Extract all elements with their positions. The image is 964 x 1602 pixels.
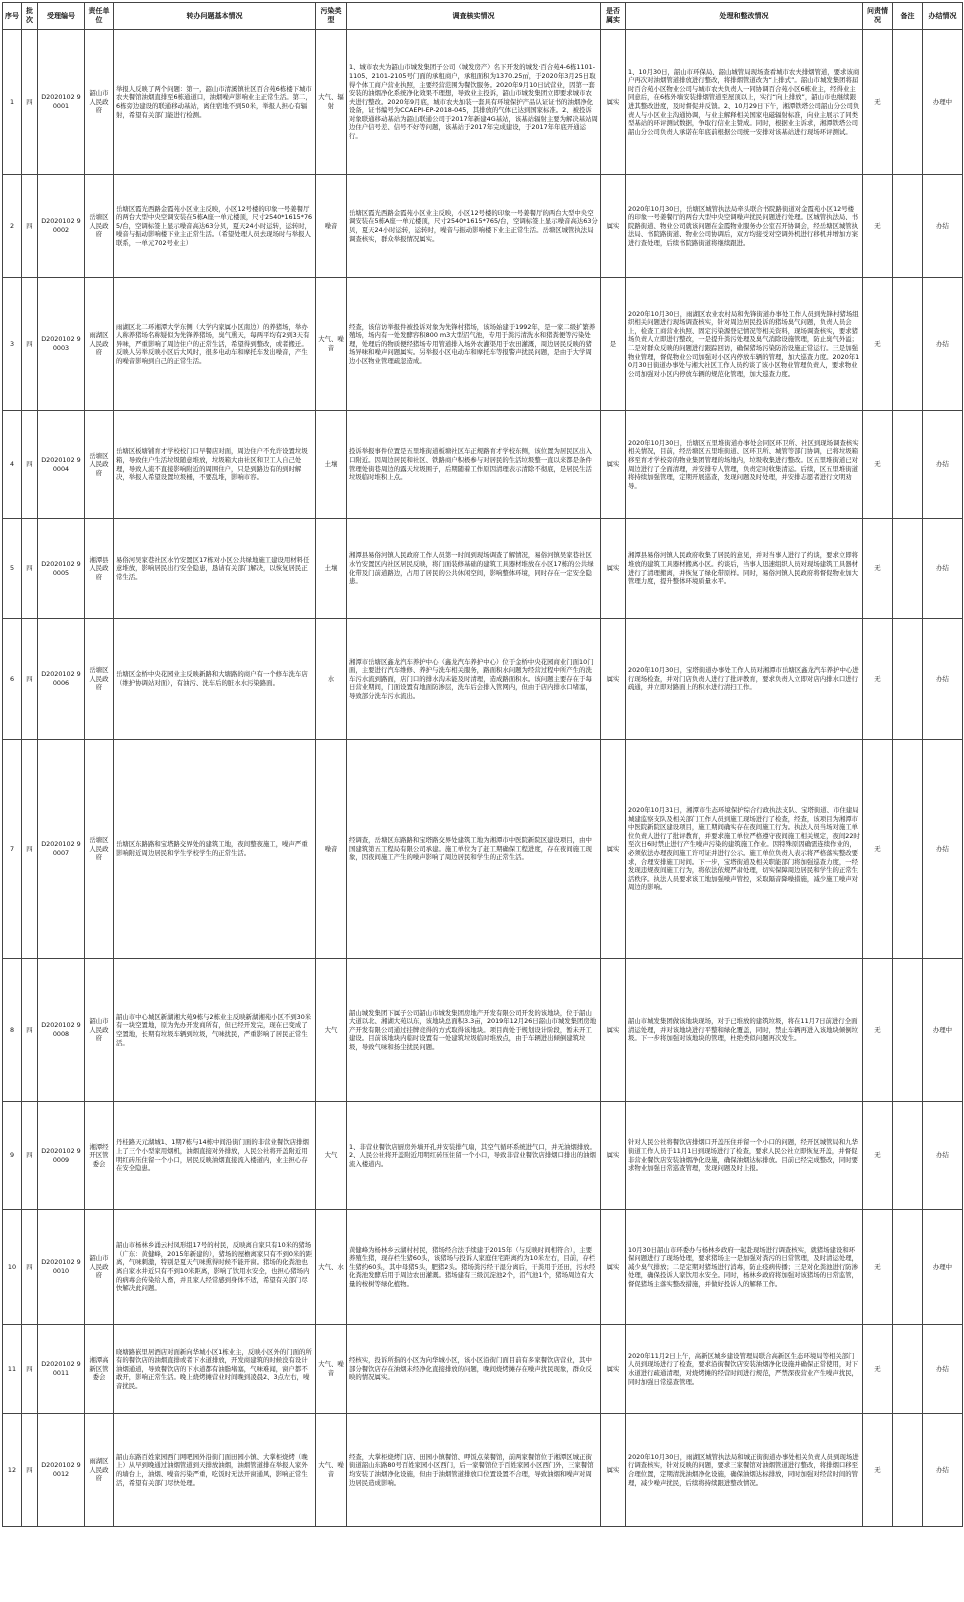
row-problem-text: 晓塘路嵌里居酒店对面新向华城小区1栋业主，反映小区外的门面的所有的餐饮店的油烟直排或者下水道排放，开发商建筑的时候没有设计油烟通道，导致餐饮店的下水道都有油脂堵塞，气味难闻，窗户都不敢开，影响正常生活。晚上烧烤摊营业时间晚到凌晨2、3点左右，噪音扰民。 <box>116 1347 312 1390</box>
row-problem-text: 岳塘区霞光西路金霞苑小区业主反映，小区12号楼的印象一号姜餐厅的两台大型中央空调安装在5栋A座一单元楼顶，尺寸2540*1615*765/台，空调标签上显示噪音高达63分贝，夏天24小时运转，运转时，噪音与振动影响楼下业主正常生活。（希望处理人员去现场时与举报人联系，一单元702号业主） <box>116 204 313 247</box>
row-type: 水 <box>316 619 347 740</box>
row-verified: 属实 <box>601 619 626 740</box>
row-verified: 属实 <box>601 740 626 959</box>
row-verified: 属实 <box>601 959 626 1102</box>
row-investigation-text: 黄健峰为杨林乡云湖村村民，猪场经合法手续建于2015年（与反映时间相符合），主要养殖生猪，现存栏生猪60头，该猪场与投诉人家庭住宅距离约为10米左右，目前，存栏生猪约60头，其中母猪5头，肥猪2头。猪场粪污经干湿分离后，干粪用于还田，污水经化粪池发酵后用于周边农田灌溉。猪场建有三级沉淀池2个，沼气池1个，猪场周边有大量的桉树等绿化植物。 <box>349 1245 596 1288</box>
row-problem <box>114 519 316 619</box>
row-handling <box>626 959 863 1102</box>
row-investigation-text: 经查，大掌柜烧烤门店、田园小镇餐馆、呷饭点菜餐馆，前两家餐馆位于湘潭区城正街街道韶山东路80号百姓家园小区西门，后一家餐馆位于百姓家园小区西门外，三家餐馆均安装了油烟净化设施，但由于油烟管道排放口位置设置不合理，导致油烟和噪声对周边居民造成影响。 <box>349 1452 594 1487</box>
row-investigation-text: 经核实，投诉所指的小区为向华城小区，该小区沿街门面目前有多家餐饮店营业，其中部分餐饮店存在油烟未经净化直接排放的问题，晚间烧烤摊存在噪声扰民现象，群众反映的情况属实。 <box>349 1356 592 1382</box>
row-type: 噪音 <box>316 740 347 959</box>
row-problem <box>114 1210 316 1325</box>
row-problem-text: 韶山东路百姓家园西门网吧园外沿街门面田园小镇、大掌柜烧烤（晚上）从早到晚通过油烟管道到天排放油烟，油烟管道排在举报人家外的墙台上，油烟、噪音污染严重，吃饭时无法开窗通风，影响正常生活，希望有关部门尽快处理。 <box>116 1452 308 1487</box>
row-handling-text: 韶山市城发集团做该地块现场，对于已堆放的建筑垃圾，将在11月7日前进行全面清运处理，并对该地块进行平整和绿化覆盖，同时，禁止车辆再进入该地块倾倒垃圾。下一步将加强对该地块的管理，杜绝类似问题再次发生。 <box>628 1017 859 1043</box>
row-accountability: 无 <box>863 1210 893 1325</box>
table-row <box>3 519 963 619</box>
row-handling-text: 1、10月30日，韶山市环保局、韶山城管局现场查看城市农夫排烟管道，要求该商户再次对油烟管道排放进行整改，将排烟管道改为“上排式”。韶山市城发集团将届时百合苑小区物业公司与城市农夫负责人一同协调百合苑小区6栋业主，经得业主同意后，在6栋外墙安装排烟管道至屋顶以上，实行“向上排放”，韶山市也继续跟进其整改进度，及时督促并反馈。2、10月29日下午，湘潭铁塔公司韶山分公司负责人与小区业主沟通协调，与业主解释相关国家电磁辐射标准，向业主展示了同类型基站的环评测试数据，争取行信业主赞成。同时，根据业主诉求，湘潭铁塔公司韶山分公司负责人承诺在年底前根据公司统一安排对该基站进行现场环评测试。 <box>628 67 860 136</box>
row-code: D2020102 90011 <box>38 1325 85 1414</box>
table-row <box>3 1102 963 1210</box>
row-problem-text: 岳塘区板塘铺育才学校校门口早餐店对面，周边住户不允许设置垃圾箱，导致住户生活垃圾随意堆放，垃圾箱大由社区和卫工人自己处理，导致人流不直接影响附近的周围住户，只是到路边有的到时解决，举报人希望设置垃圾桶，不要乱堆，影响市容。 <box>116 447 308 482</box>
row-handling <box>626 30 863 175</box>
row-investigation-text: 1、非营业餐饮店厨房外墙开孔并安装排气扇，其空气循环系统进气口，并无油烟排放。2、人民公社将开盖附近用明红砖压住留一个小口，导致非营业餐饮店排烟口排出的油烟流入楼道内。 <box>349 1142 596 1168</box>
row-unit: 岳塘区人民政府 <box>85 411 114 519</box>
row-batch: 四 <box>22 175 38 278</box>
row-code: D2020102 90001 <box>38 30 85 175</box>
column-header: 是否属实 <box>601 3 626 30</box>
row-verified: 属实 <box>601 30 626 175</box>
row-unit: 韶山市人民政府 <box>85 1210 114 1325</box>
row-status: 办结 <box>923 519 963 619</box>
row-code: D2020102 90003 <box>38 278 85 411</box>
row-handling <box>626 175 863 278</box>
row-verified: 属实 <box>601 411 626 519</box>
row-status: 办结 <box>923 619 963 740</box>
row-type: 噪音 <box>316 175 347 278</box>
row-handling-text: 2020年10月30日，岳塘区五里堆街道办事处会同区环卫所、社区到现场调查核实相关情况，目前，经岳塘区五里堆街道、区环卫所、城管等部门协调，已将垃圾箱移至育才学校旁的物业集团管理的场地内，垃圾收集进行整改。区五里堆街道已对周边进行了全面清理，并安排专人管理，负责定时收集清运。后续，区五里堆街道将持续加强管理，定期开展巡查，发现问题及时处理，并安排志愿者进行文明劝导。 <box>628 438 859 490</box>
row-seq: 7 <box>3 740 22 959</box>
row-accountability: 无 <box>863 959 893 1102</box>
row-problem-text: 丹桂路天元湖城1、1期7栋与14栋中间沿街门面的非营业餐饮店排烟上了三个小型家用烟机，油烟直接对外排放，人民公社将开盖附近用明红砖压住留一个小口，居民反映油烟直接流入楼道内，业主担心存在安全隐患。 <box>116 1138 309 1173</box>
row-code: D2020102 90010 <box>38 1210 85 1325</box>
table-row <box>3 740 963 959</box>
row-handling <box>626 1102 863 1210</box>
row-seq: 6 <box>3 619 22 740</box>
row-batch: 四 <box>22 278 38 411</box>
row-problem <box>114 740 316 959</box>
row-accountability: 无 <box>863 619 893 740</box>
row-verified: 属实 <box>601 519 626 619</box>
row-status: 办理中 <box>923 959 963 1102</box>
row-investigation <box>347 1414 601 1527</box>
row-accountability: 无 <box>863 1325 893 1414</box>
row-investigation <box>347 959 601 1102</box>
column-header: 序号 <box>3 3 22 30</box>
row-accountability: 无 <box>863 30 893 175</box>
row-handling-text: 2020年10月30日，雨湖区农业农村局和先锋街道办事处工作人员到先锋村猪场组织相关问题进行现场调查核实，针对周边居民投诉的猪场臭气问题，负责人员会上，检查工商营业执照、固定污染源登记情况等相关资料，现场调查核实，要求猪场负责人立即进行整改，一是提升粪污处理及臭气消除设施管理，防止臭气外溢；二是对群众反映的问题进行跟踪回访，确保猪场污染防治设施正常运行。三是加强物业管理，督促物业公司加强对小区内停放车辆的管理，加大巡查力度。2020年10月30日街道办事处与湘大社区工作人员约谈了该小区物业管理负责人，要求物业公司加强对小区内停放车辆的规范化管理，加大巡查力度。 <box>628 309 860 378</box>
row-handling <box>626 1210 863 1325</box>
row-type: 大气、噪音 <box>316 1325 347 1414</box>
row-investigation <box>347 411 601 519</box>
row-accountability: 无 <box>863 519 893 619</box>
row-accountability: 无 <box>863 740 893 959</box>
table-row <box>3 1210 963 1325</box>
row-seq: 9 <box>3 1102 22 1210</box>
row-problem <box>114 1102 316 1210</box>
row-unit: 韶山市人民政府 <box>85 30 114 175</box>
row-problem-text: 岳塘区金桥中央花园业主反映新路和大塘路的商户有一个修车洗车店（维护协调站对面），有油污、洗车后的脏水水污染路面。 <box>116 670 308 687</box>
row-batch: 四 <box>22 1102 38 1210</box>
column-header: 备注 <box>893 3 923 30</box>
row-status: 办结 <box>923 175 963 278</box>
row-accountability: 无 <box>863 175 893 278</box>
column-header: 办结情况 <box>923 3 963 30</box>
column-header: 调查核实情况 <box>347 3 601 30</box>
row-remark <box>893 1325 923 1414</box>
table-row <box>3 175 963 278</box>
row-unit: 湘潭高新区管委会 <box>85 1325 114 1414</box>
row-status: 办结 <box>923 1102 963 1210</box>
row-remark <box>893 1210 923 1325</box>
row-handling <box>626 278 863 411</box>
row-code: D2020102 90005 <box>38 519 85 619</box>
row-problem <box>114 619 316 740</box>
row-status: 办结 <box>923 1414 963 1527</box>
row-verified: 属实 <box>601 1102 626 1210</box>
row-unit: 岳塘区人民政府 <box>85 619 114 740</box>
row-seq: 2 <box>3 175 22 278</box>
row-code: D2020102 90012 <box>38 1414 85 1527</box>
row-remark <box>893 1414 923 1527</box>
row-handling <box>626 619 863 740</box>
row-investigation <box>347 278 601 411</box>
row-problem <box>114 278 316 411</box>
table-row <box>3 411 963 519</box>
row-handling-text: 针对人民公社将餐饮店排烟口开盖压住并留一个小口的问题，经开区城管局和九华街道工作人员于11月1日到现场进行了检查，要求人民公社立即恢复开盖，并督促非营业餐饮店安装油烟净化设施，确保油烟达标排放。目前已经完成整改，同时要求物业加强日常巡查管理，发现问题及时上报。 <box>628 1138 859 1173</box>
row-type: 土壤 <box>316 411 347 519</box>
table-row <box>3 30 963 175</box>
table-row <box>3 1414 963 1527</box>
row-investigation <box>347 1102 601 1210</box>
row-batch: 四 <box>22 619 38 740</box>
row-type: 大气、噪音 <box>316 278 347 411</box>
row-status: 办结 <box>923 740 963 959</box>
column-header: 受理编号 <box>38 3 85 30</box>
row-problem <box>114 959 316 1102</box>
column-header: 处理和整改情况 <box>626 3 863 30</box>
row-remark <box>893 1102 923 1210</box>
row-handling-text: 2020年10月30日，雨湖区城管执法局和城正街街道办事处相关负责人员到现场进行调查核实，针对反映的问题，要求三家餐馆对油烟管道进行整改，将排烟口移至合理位置，定期清洗油烟净化设施，确保油烟达标排放，同时加强对经营时间的管理，减少噪声扰民，后续将持续跟进整改情况。 <box>628 1452 859 1487</box>
row-problem <box>114 1414 316 1527</box>
row-investigation <box>347 740 601 959</box>
row-accountability: 无 <box>863 411 893 519</box>
row-remark <box>893 740 923 959</box>
row-problem-text: 举报人反映了两个问题：第一，韶山市清溪镇社区百合苑6栋楼下城市农夫餐馆油烟直排至6栋通道口，油烟噪声影响业主正常生活。第二，6栋旁边建设的联通移动基站，离住宿地不到50米，举报人担心有辐射，希望有关部门能进行检测。 <box>116 84 312 119</box>
row-handling <box>626 1414 863 1527</box>
row-batch: 四 <box>22 519 38 619</box>
row-investigation <box>347 1210 601 1325</box>
row-investigation-text: 经调查，岳塘区东路路和宝塔路交界处建筑工地为湘潭市中医院新院区建设项目，由中国建筑第五工程局有限公司承建。施工单位为了赶工期确保工程进度，存在夜间施工现象，因夜间施工产生的噪声影响了周边居民和学生的正常生活。 <box>349 836 592 862</box>
row-remark <box>893 411 923 519</box>
row-investigation-text: 岳塘区霞光西路金霞苑小区业主反映，小区12号楼的印象一号姜餐厅的两台大型中央空调安装在5栋A座一单元楼顶，尺寸2540*1615*765/台，空调标签上显示噪音高达63分贝，夏天24小时运转，运转时，噪音与振动影响楼下业主正常生活。岳塘区城管执法局调查核实，群众举报情况属实。 <box>349 208 598 243</box>
row-verified: 属实 <box>601 1210 626 1325</box>
row-code: D2020102 90002 <box>38 175 85 278</box>
row-handling-text: 2020年10月30日，宝塔街道办事处工作人员对湘潭市岳塘区鑫龙汽车养护中心进行现场检查，并对门店负责人进行了批评教育，要求负责人立即对店内排水口进行疏通，并立即对路面上的积水进行清扫工作。 <box>628 666 859 692</box>
row-unit: 湘潭县人民政府 <box>85 519 114 619</box>
row-verified: 是 <box>601 278 626 411</box>
row-problem <box>114 411 316 519</box>
column-header: 转办问题基本情况 <box>114 3 316 30</box>
row-type: 大气 <box>316 959 347 1102</box>
table-body <box>3 30 963 1527</box>
row-seq: 10 <box>3 1210 22 1325</box>
row-remark <box>893 519 923 619</box>
row-unit: 湘潭经开区管委会 <box>85 1102 114 1210</box>
row-problem-text: 易俗河吴家巷社区水竹安置区17栋对小区公共绿地施工建设用材料任意堆放，影响居民出行安全隐患，恳请有关部门解决，以恢复居民正常生活。 <box>116 555 310 581</box>
row-problem <box>114 175 316 278</box>
row-status: 办结 <box>923 411 963 519</box>
row-seq: 3 <box>3 278 22 411</box>
row-code: D2020102 90009 <box>38 1102 85 1210</box>
row-problem-text: 岳塘区东路路和宝塔路交界处的建筑工地，夜间整夜施工，噪声严重影响附近周边居民和学生学校学生的正常生活。 <box>116 840 308 857</box>
row-handling <box>626 411 863 519</box>
table-row <box>3 619 963 740</box>
row-code: D2020102 90008 <box>38 959 85 1102</box>
row-unit: 岳塘区人民政府 <box>85 175 114 278</box>
row-investigation <box>347 519 601 619</box>
column-header: 批次 <box>22 3 38 30</box>
complaint-table <box>2 2 963 1527</box>
row-problem <box>114 1325 316 1414</box>
row-type: 大气、水 <box>316 1210 347 1325</box>
row-status: 办结 <box>923 278 963 411</box>
row-investigation-text: 湘潭县易俗河镇人民政府工作人员第一时间到现场调查了解情况，易俗河镇吴家巷社区水竹安置区内社区居民反映，将门面装修基础的建筑工具器材堆放在小区17栋的公共绿化带及门前道路边，占用了居民的公共休闲空间，影响整体环境，同时存在一定安全隐患。 <box>349 551 594 586</box>
row-type: 大气 <box>316 1102 347 1210</box>
row-investigation-text: 经查，该信访举报件被投诉对象为先锋村猪场，该场始建于1992年，是一家二级扩繁养殖场，场内有一处发酵容积800 m3大型沼气池，专用于粪污清洗水和猪粪便等污染处理，处理后的物质便经猪场专用管道排入场外农灌渠用于农田灌溉，周边居民反映的猪场异味和噪声问题属实。另举报小区电动车和摩托车等报警声扰民问题，是由于大学周边小区物业管理疏忽造成。 <box>349 322 596 365</box>
row-remark <box>893 278 923 411</box>
row-investigation <box>347 1325 601 1414</box>
row-verified: 属实 <box>601 175 626 278</box>
row-accountability: 无 <box>863 1414 893 1527</box>
column-header: 责任单位 <box>85 3 114 30</box>
row-batch: 四 <box>22 30 38 175</box>
row-problem-text: 韶山市中心城区新湖湘大苑9栋与2栋业主反映新湖湘苑小区不到30米有一块空置地，原为先办开发商所有，但已经开发完，现在已变成了空置地，长期有垃圾车辆到垃圾，气味扰民，严重影响了居民正常生活。 <box>116 1012 312 1047</box>
table-header-row <box>3 3 963 30</box>
row-type: 土壤 <box>316 519 347 619</box>
row-batch: 四 <box>22 959 38 1102</box>
row-seq: 11 <box>3 1325 22 1414</box>
row-unit: 岳塘区人民政府 <box>85 740 114 959</box>
row-remark <box>893 959 923 1102</box>
row-handling-text: 2020年11月2日上午，高新区城乡建设管理局联合高新区生态环境局等相关部门人员到现场进行了检查，要求沿街餐饮店安装油烟净化设施并确保正常使用，对下水道进行疏通清理，对烧烤摊的经营时间进行规范，严禁深夜营业产生噪声扰民，同时加强日常巡查管理。 <box>628 1351 859 1386</box>
row-seq: 4 <box>3 411 22 519</box>
row-seq: 12 <box>3 1414 22 1527</box>
row-unit: 雨湖区人民政府 <box>85 1414 114 1527</box>
column-header: 问责情况 <box>863 3 893 30</box>
row-verified: 属实 <box>601 1414 626 1527</box>
row-accountability: 无 <box>863 278 893 411</box>
row-handling-text: 2020年10月31日，湘潭市生态环境保护综合行政执法支队、宝塔街道、市住建局城建监察支队及相关部门工作人员到施工现场进行了检查，经查，该项目为湘潭市中医院新院区建设项目，施工期间确实存在夜间施工行为。执法人员当场对施工单位负责人进行了批评教育，并要求施工单位严格遵守夜间施工相关规定，夜间22时至次日6时禁止进行产生噪声污染的建筑施工作业。因特殊原因确需连续作业的，必须依法办理夜间施工许可证并进行公示。施工单位负责人表示将严格落实整改要求，合理安排施工时间。下一步，宝塔街道及相关职能部门将加强巡查力度，一经发现违规夜间施工行为，将依法依规严肃处理，切实保障周边居民和学生的正常生活秩序。执法人员要求该工地加强噪声管控，采取隔音降噪措施，减少施工噪声对周边的影响。 <box>628 806 860 892</box>
row-type: 大气、辐射 <box>316 30 347 175</box>
row-batch: 四 <box>22 740 38 959</box>
row-batch: 四 <box>22 1325 38 1414</box>
row-code: D2020102 90007 <box>38 740 85 959</box>
table-row <box>3 1325 963 1414</box>
row-code: D2020102 90004 <box>38 411 85 519</box>
row-problem-text: 韶山市杨林乡涌云村凤形组17号的村民，反映离自家只有10米的猪场（广东：黄健峰，2015年新建的），猪场的屋檐离家只有不到0米的距离，气味刺激，特别是夏天气味熏得时候不能开窗。猪场的化粪池也离自家水井近只有不到10米距离，影响了饮用水安全，也担心猪场内的病毒会传染给人畜，并且家人经常感到身体不适，希望有关部门尽快解决此问题。 <box>116 1241 313 1293</box>
row-remark <box>893 175 923 278</box>
row-handling <box>626 1325 863 1414</box>
column-header: 污染类型 <box>316 3 347 30</box>
row-handling <box>626 519 863 619</box>
row-batch: 四 <box>22 1414 38 1527</box>
row-investigation-text: 韶山城发集团下属子公司韶山市城发集团房地产开发有限公司开发的该地块，位于韶山大道以北、湘湖大苑以东，该地块总面积3.3亩，2019年12月26日韶山市城发集团房地产开发有限公司通过挂牌竞得的方式取得该地块。项目尚处于规划设计阶段，暂未开工建设。目前该地块内临时设置有一处建筑垃圾临时堆放点，由于车辆进出倾倒建筑垃圾，导致气味和扬尘扰民问题。 <box>349 1008 597 1051</box>
row-status: 办结 <box>923 1325 963 1414</box>
row-batch: 四 <box>22 1210 38 1325</box>
row-handling-text: 湘潭县易俗河镇人民政府收集了居民的意见，并对当事人进行了约谈，要求立即将堆放的建筑工具器材搬离小区。约谈后，当事人迅速组织人员对现场建筑工具器材进行了清理搬离，并恢复了绿化带原样。同时，易俗河镇人民政府将督促物业加大管理力度，提升整体环境质量水平。 <box>628 551 859 586</box>
row-status: 办理中 <box>923 1210 963 1325</box>
row-seq: 5 <box>3 519 22 619</box>
row-code: D2020102 90006 <box>38 619 85 740</box>
row-investigation <box>347 175 601 278</box>
row-type: 大气、噪音 <box>316 1414 347 1527</box>
row-seq: 8 <box>3 959 22 1102</box>
row-problem <box>114 30 316 175</box>
row-handling-text: 2020年10月30日，岳塘区城管执法局牵头联合书院路街道对金霞苑小区12号楼的印象一号姜餐厅的两台大型中央空调噪声扰民问题进行处理。区城管执法局、书院路街道、物业公司就该问题在金霞物业服务办公室召开协调会，经岳塘区城管执法局、书院路街道、物业公司协调后，双方均接受对空调外机进行移机并增加方案进行查处理，后续书院路街道将继续跟进。 <box>628 204 859 247</box>
table-row <box>3 959 963 1102</box>
row-verified: 属实 <box>601 1325 626 1414</box>
row-remark <box>893 619 923 740</box>
row-investigation-text: 1、城市农夫为韶山市城发集团子公司（城发房产）名下开发的城发·百合苑4-6栋1101-1105、2101-2105号门面的承租商户，承租面积为1370.25㎡，于2020年3月25日取得个体工商户营业执照，主要经营范围为餐饮服务。2020年9月10日试营业，因第一套安装的油烟净化系统净化效果不理想，导致业主投诉，韶山市城发集团立即要求城市农夫进行整改。2020年9月底，城市农夫加装一套具有环境保护产品认证证书的油烟净化设备，证书编号为CCAEPI-EP-2018-045，其排放的气体已达到国家标准。2、被投诉对象联通移动基站为韶山联通公司于2017年新建4G基站，该基站辐射主要为解决基站周边住户信号差、信号不好等问题，该基站于2017年完成建设，于2017年年底开通运行。 <box>349 63 598 141</box>
row-batch: 四 <box>22 411 38 519</box>
row-handling <box>626 740 863 959</box>
row-unit: 韶山市人民政府 <box>85 959 114 1102</box>
row-investigation <box>347 30 601 175</box>
row-investigation <box>347 619 601 740</box>
row-investigation-text: 投诉举报事件位置是五里堆街道板塘社区车正规路育才学校东侧，该位置为居民区出入口附近。因周边居民和社区、铁路商户积极参与对居民的生活垃圾整一直以来都是条件管理处街巷周边的露天垃圾围子，后期随着工作原因清理表示清除不彻底，是居民生活垃圾临时堆积上点。 <box>349 447 592 482</box>
table-row <box>3 278 963 411</box>
row-investigation-text: 湘潭市岳塘区鑫龙汽车养护中心（鑫龙汽车养护中心）位于金桥中央花园商业门面10门面，主要进行汽车维修、养护与洗车相关服务，路面积水问题为经营过程中所产生的洗车污水流到路面，店门口的排水沟未能及时清理，造成路面积水。该问题主要存在于每日营业期间，门面设置有地面防渗层，洗车后会排入管网内，但由于店内排水口堵塞，导致部分洗车污水流出。 <box>349 657 594 700</box>
row-handling-text: 10月30日韶山市环委办与杨林乡政府一起赴现场进行调查核实，就猪场建设和环保问题进行了现场处理，要求猪场主一是加强对粪污的日常管理，及时清运处理，减少臭气排放；二是定期对猪场进行消毒，防止疫病传播；三是对化粪池进行防渗处理，确保投诉人家饮用水安全。同时，杨林乡政府将加强对该猪场的日常监管，督促猪场主落实整改措施，并做好投诉人的解释工作。 <box>628 1245 859 1288</box>
row-problem-text: 雨湖区北二环湘潭大学东侧（大学内家属小区南边）的养猪场，举办人称养猪场名称疑似为先锋养猪场，臭气熏天，每两平均有2到3天有异味，严重影响了周边住户的正常生活，希望得到整改，或者搬迁。反映人另举反映小区后大风时，很多电动车和摩托车发出噪音，产生的噪音影响到自己的正常生活。 <box>116 322 310 365</box>
row-remark <box>893 30 923 175</box>
row-status: 办理中 <box>923 30 963 175</box>
row-seq: 1 <box>3 30 22 175</box>
row-unit: 雨湖区人民政府 <box>85 278 114 411</box>
row-accountability: 无 <box>863 1102 893 1210</box>
